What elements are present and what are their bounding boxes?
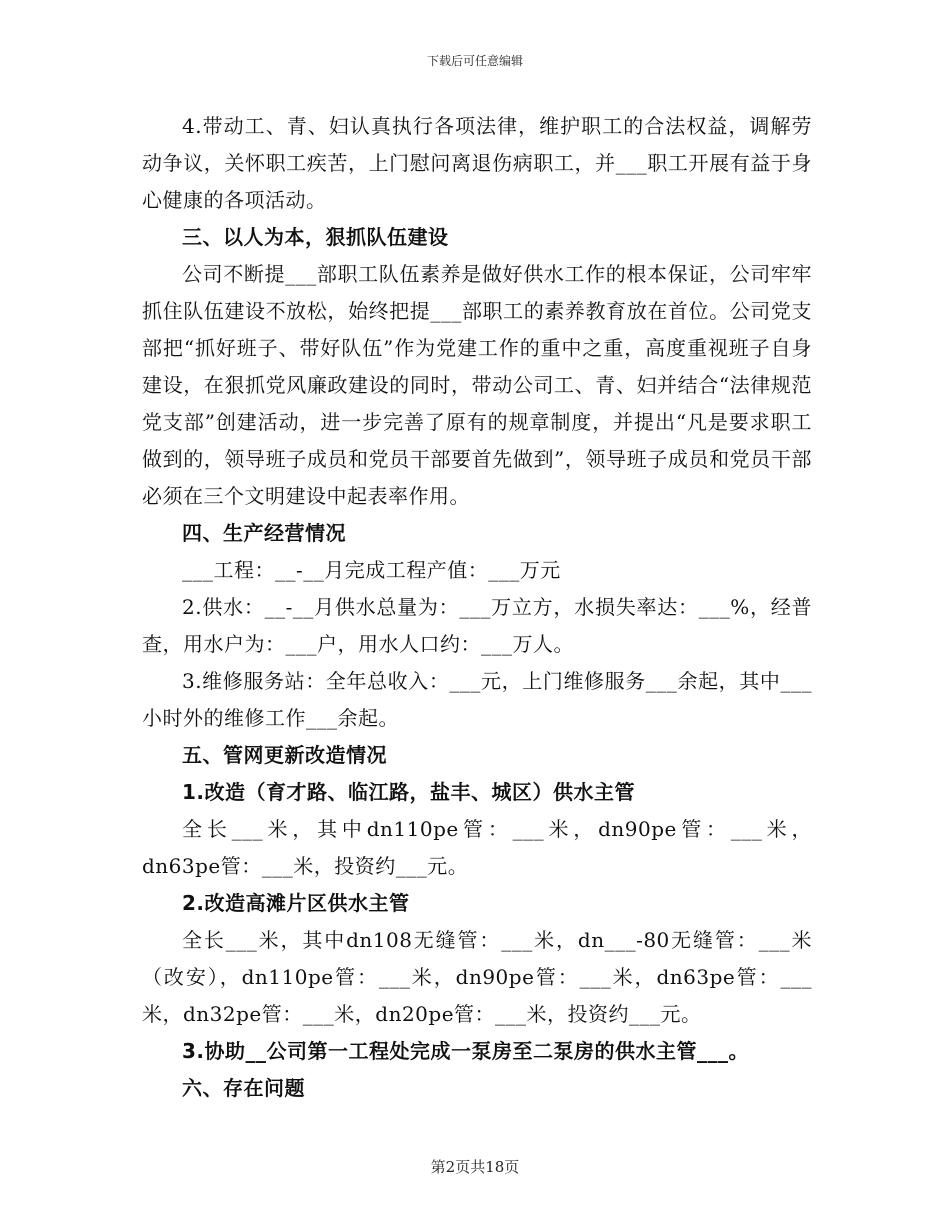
sub-heading: 2.改造高滩片区供水主管 [182,891,410,915]
body-paragraph: 全长___米，其中dn110pe管：___米，dn90pe管：___米，dn63pe管：___米，投资约___元。 [142,817,812,878]
section-heading: 三、以人为本，狠抓队伍建设 [182,225,449,249]
body-paragraph: 3.维修服务站：全年总收入：___元，上门维修服务___余起，其中___小时外的维修工作___余起。 [142,669,812,730]
sub-heading: 1.改造（育才路、临江路，盐丰、城区）供水主管 [182,780,636,804]
body-paragraph: ___工程：__-__月完成工程产值：___万元 [182,558,561,582]
body-paragraph: 全长___米，其中dn108无缝管：___米，dn___-80无缝管：___米（改安），dn110pe管：___米，dn90pe管：___米，dn63pe管：___米，dn32pe管：___米，dn20pe管：___米，投资约___元。 [142,928,812,1026]
section-heading: 四、生产经营情况 [182,521,346,545]
page-footer: 第2页共18页 [430,1158,520,1176]
sub-heading: 3.协助__公司第一工程处完成一泵房至二泵房的供水主管___。 [182,1039,750,1063]
section-heading: 六、存在问题 [182,1076,305,1100]
page-header: 下载后可任意编辑 [426,54,523,68]
body-paragraph: 2.供水：__-__月供水总量为：___万立方，水损失率达：___%，经普查，用水户为：___户，用水人口约：___万人。 [142,595,812,656]
body-paragraph: 公司不断提___部职工队伍素养是做好供水工作的根本保证，公司牢牢抓住队伍建设不放松，始终把提___部职工的素养教育放在首位。公司党支部把“抓好班子、带好队伍”作为党建工作的重中之重，高度重视班子自身建设，在狠抓党风廉政建设的同时，带动公司工、青、妇并结合“法律规范党支部”创建活动，进一步完善了原有的规章制度，并提出“凡是要求职工做到的，领导班子成员和党员干部要首先做到”，领导班子成员和党员干部必须在三个文明建设中起表率作用。 [142,262,812,508]
body-paragraph: 4.带动工、青、妇认真执行各项法律，维护职工的合法权益，调解劳动争议，关怀职工疾苦，上门慰问离退伤病职工，并___职工开展有益于身心健康的各项活动。 [142,114,812,212]
document-body [142,108,812,1107]
section-heading: 五、管网更新改造情况 [182,743,387,767]
